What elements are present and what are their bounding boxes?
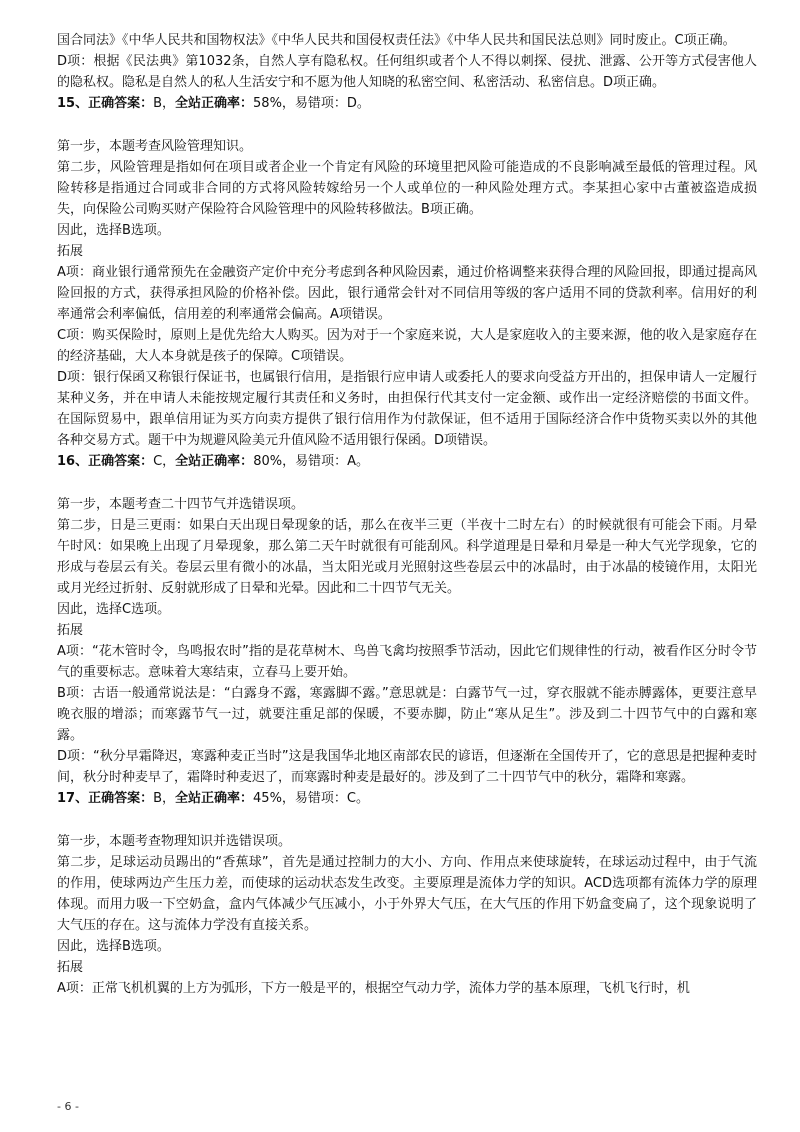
answer-label: 15、正确答案：	[57, 96, 154, 111]
rate-label: 全站正确率：	[175, 96, 254, 111]
rate-value: 58%，易错项：D。	[253, 96, 370, 111]
paragraph: 因此，选择B选项。	[57, 223, 170, 238]
rate-value: 45%，易错项：C。	[253, 791, 370, 806]
rate-label: 全站正确率：	[175, 791, 254, 806]
section-label: 拓展	[57, 623, 84, 638]
paragraph: D项：银行保函又称银行保证书，也属银行信用，是指银行应申请人或委托人的要求向受益方开出的，担保申请人一定履行某种义务，并在申请人未能按规定履行其责任和义务时，由担保行代其支付一定金额、或作出一定经济赔偿的书面文件。在国际贸易中，跟单信用证为买方向卖方提供了银行信用作为付款保证，但不适用于国际经济合作中货物买卖以外的其他各种交易方式。题干中为规避风险美元升值风险不适用银行保函。D项错误。	[57, 370, 757, 448]
paragraph: 第一步，本题考查二十四节气并选错误项。	[57, 497, 305, 512]
paragraph: D项：根据《民法典》第1032条，自然人享有隐私权。任何组织或者个人不得以刺探、侵扰、泄露、公开等方式侵害他人的隐私权。隐私是自然人的私人生活安宁和不愿为他人知晓的私密空间、私密活动、私密信息。D项正确。	[57, 54, 757, 90]
answer-value: B，	[153, 791, 176, 806]
paragraph: A项：正常飞机机翼的上方为弧形，下方一般是平的，根据空气动力学，流体力学的基本原理，飞机飞行时，机	[57, 981, 690, 996]
answer-value: B，	[153, 96, 176, 111]
paragraph: B项：古语一般通常说法是：“白露身不露，寒露脚不露。”意思就是：白露节气一过，穿衣服就不能赤膊露体，更要注意早晚衣服的增添；而寒露节气一过，就要注重足部的保暖，不要赤脚，防止“寒从足生”。涉及到二十四节气中的白露和寒露。	[57, 686, 757, 743]
document-page	[57, 30, 757, 999]
paragraph: 第二步，足球运动员踢出的“香蕉球”，首先是通过控制力的大小、方向、作用点来使球旋转，在球运动过程中，由于气流的作用，使球两边产生压力差，而使球的运动状态发生改变。主要原理是流体力学的知识。ACD选项都有流体力学的原理体现。而用力吸一下空奶盒，盒内气体减少气压减小，小于外界大气压，在大气压的作用下奶盒变扁了，这个现象说明了大气压的存在。这与流体力学没有直接关系。	[57, 855, 757, 933]
paragraph: 第一步，本题考查风险管理知识。	[57, 139, 253, 154]
answer-label: 17、正确答案：	[57, 791, 154, 806]
paragraph: D项：“秋分早霜降迟，寒露种麦正当时”这是我国华北地区南部农民的谚语，但逐渐在全国传开了，它的意思是把握种麦时间，秋分时种麦早了，霜降时种麦迟了，而寒露时种麦是最好的。涉及到了二十四节气中的秋分，霜降和寒露。	[57, 749, 757, 785]
page-number: - 6 -	[57, 1100, 79, 1113]
answer-line-16	[57, 451, 757, 472]
paragraph: 第二步，日是三更雨：如果白天出现日晕现象的话，那么在夜半三更（半夜十二时左右）的时候就很有可能会下雨。月晕午时风：如果晚上出现了月晕现象，那么第二天午时就很有可能刮风。科学道理是日晕和月晕是一种大气光学现象，它的形成与卷层云有关。卷层云里有微小的冰晶，当太阳光或月光照射这些卷层云中的冰晶时，由于冰晶的棱镜作用，太阳光或月光经过折射、反射就形成了日晕和光晕。因此和二十四节气无关。	[57, 518, 757, 596]
answer-label: 16、正确答案：	[57, 454, 154, 469]
section-label: 拓展	[57, 960, 84, 975]
paragraph: 因此，选择B选项。	[57, 939, 170, 954]
paragraph: A项：“花木管时令，鸟鸣报农时”指的是花草树木、鸟兽飞禽均按照季节活动，因此它们规律性的行动，被看作区分时令节气的重要标志。意味着大寒结束，立春马上要开始。	[57, 644, 757, 680]
rate-value: 80%，易错项：A。	[253, 454, 369, 469]
paragraph: 第一步，本题考查物理知识并选错误项。	[57, 834, 292, 849]
paragraph: C项：购买保险时，原则上是优先给大人购买。因为对于一个家庭来说，大人是家庭收入的主要来源，他的收入是家庭存在的经济基础，大人本身就是孩子的保障。C项错误。	[57, 328, 757, 364]
answer-line-15	[57, 93, 757, 114]
paragraph: 因此，选择C选项。	[57, 602, 171, 617]
rate-label: 全站正确率：	[175, 454, 254, 469]
paragraph: 国合同法》《中华人民共和国物权法》《中华人民共和国侵权责任法》《中华人民共和国民法总则》同时废止。C项正确。	[57, 33, 736, 48]
paragraph: 第二步，风险管理是指如何在项目或者企业一个肯定有风险的环境里把风险可能造成的不良影响减至最低的管理过程。风险转移是指通过合同或非合同的方式将风险转嫁给另一个人或单位的一种风险处理方式。李某担心家中古董被盗造成损失，向保险公司购买财产保险符合风险管理中的风险转移做法。B项正确。	[57, 160, 757, 217]
answer-line-17	[57, 788, 757, 809]
section-label: 拓展	[57, 244, 84, 259]
answer-value: C，	[153, 454, 176, 469]
paragraph: A项：商业银行通常预先在金融资产定价中充分考虑到各种风险因素，通过价格调整来获得合理的风险回报，即通过提高风险回报的方式，获得承担风险的价格补偿。因此，银行通常会针对不同信用等级的客户适用不同的贷款利率。信用好的利率通常会利率偏低，信用差的利率通常会偏高。A项错误。	[57, 265, 757, 322]
